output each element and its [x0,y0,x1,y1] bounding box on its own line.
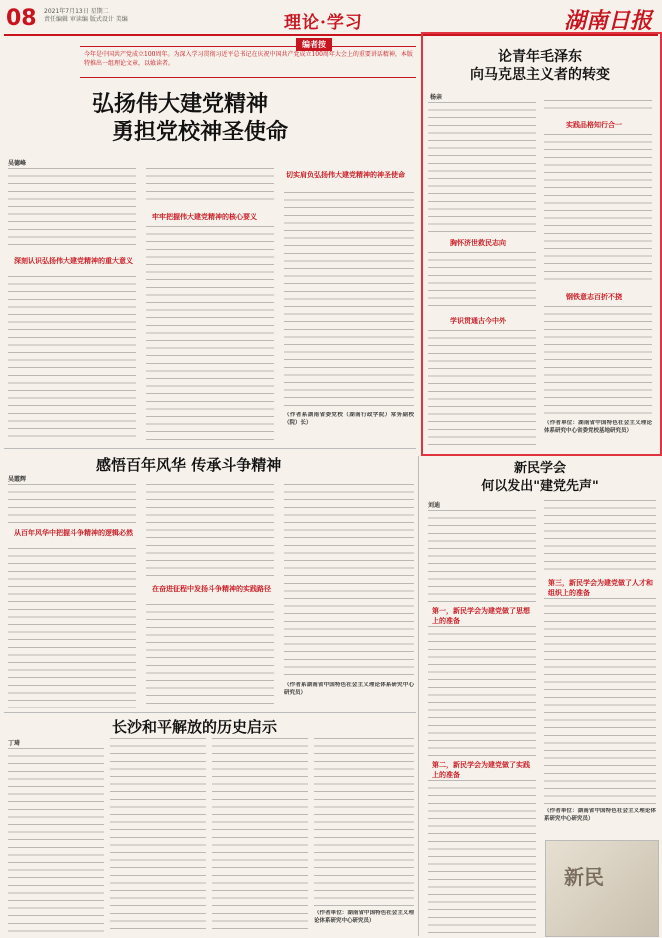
article3-headline: 感悟百年风华 传承斗争精神 [96,456,282,474]
divider-mid-left [4,448,416,449]
article1-sub2: 牢牢把握伟大建党精神的核心要义 [152,213,257,221]
article4-col1c [428,780,536,934]
article2-title-line2: 向马克思主义者的转变 [470,67,610,83]
calligraphy-glyph: 新民 [564,865,604,889]
article1-sub3: 切实肩负弘扬伟大建党精神的神圣使命 [286,171,405,179]
editor-note: 今年是中国共产党成立100周年。为深入学习贯彻习近平总书记在庆祝中国共产党成立100周年大会上的重要讲话精神，本版特推出一组理论文章，以飨读者。 [84,51,413,67]
article2-col1c [428,330,536,446]
article4-sub3: 第三，新民学会为建党做了人才和组织上的准备 [548,579,653,597]
article2-author: 杨亲 [430,94,443,101]
article2-sub1: 胸怀济世救民志向 [450,239,506,247]
article2-sub2: 学识贯通古今中外 [450,317,506,325]
article3-col2a [146,484,274,580]
header-meta [44,8,128,24]
divider-vertical [418,456,419,936]
article2-sub3: 实践品格知行合一 [566,121,622,129]
article2-col1a [428,102,536,232]
newspaper-logo: 湖南日报 [563,8,652,34]
article1-author: 吴德峰 [8,160,27,167]
article2-sub4: 钢铁意志百折不挠 [566,293,622,301]
article1-col2b [146,226,274,442]
editor-note-tag: 编者按 [296,38,332,51]
section-title: 理论·学习 [284,13,363,33]
article3-sub2: 在奋进征程中发扬斗争精神的实践路径 [152,585,271,593]
article2-col1b [428,252,536,312]
article4-col1a [428,510,536,602]
article5-author: 丁琦 [8,740,21,747]
article4-headline [440,460,640,496]
article1-title-line2: 勇担党校神圣使命 [112,119,289,145]
article5-headline: 长沙和平解放的历史启示 [112,718,278,736]
article2-title-line1: 论青年毛泽东 [498,49,582,65]
article5-col1 [8,748,104,934]
header-date: 2021年7月13日 星期二 [44,8,109,15]
article4-sub1: 第一，新民学会为建党做了思想上的准备 [432,607,530,625]
article4-author: 刘迪 [428,502,441,509]
article1-col1b [8,276,136,442]
article4-col2a [544,500,656,574]
article3-col1a [8,484,136,524]
article1-source: （作者系湖南省委党校（湖南行政学院）常务副校（院）长） [284,412,414,426]
article4-col1b [428,626,536,756]
article2-col2a [544,100,652,114]
divider-lower-left [4,712,416,713]
article3-col2b [146,604,274,708]
article4-source: （作者单位：湖南省中国特色社会主义理论体系研究中心研究员） [544,808,656,822]
article3-col3 [284,484,414,680]
article3-sub1: 从百年风华中把握斗争精神的逻辑必然 [14,529,133,537]
article5-col4 [314,738,414,908]
article3-author: 吴霞辉 [8,476,27,483]
article4-col2b [544,598,656,806]
article5-col2 [110,738,206,934]
calligraphy-photo [545,840,659,937]
article4-sub2: 第二，新民学会为建党做了实践上的准备 [432,761,530,779]
article1-sub1: 深刻认识弘扬伟大建党精神的重大意义 [14,257,133,265]
article3-col1b [8,548,136,708]
article2-source: （作者单位：湖南省中国特色社会主义理论体系研究中心省委党校基地研究员） [544,420,652,434]
article1-col3 [284,192,414,408]
article2-headline [440,48,640,84]
article1-title-line1: 弘扬伟大建党精神 [92,91,269,117]
article5-source: （作者单位：湖南省中国特色社会主义理论体系研究中心研究员） [314,910,414,924]
article2-col2c [544,306,652,418]
article1-col1a [8,168,136,250]
article1-headline [92,90,312,146]
page-number: 08 [6,6,37,31]
article1-col2a [146,168,274,204]
article5-col3 [212,738,308,934]
article3-source: （作者系湖南省中国特色社会主义理论体系研究中心研究员） [284,682,414,696]
header-editors: 责任编辑 审读编 版式设计 美编 [44,16,128,23]
article4-title-line1: 新民学会 [513,461,566,476]
article2-col2b [544,134,652,284]
article4-title-line2: 何以发出"建党先声" [481,479,599,494]
